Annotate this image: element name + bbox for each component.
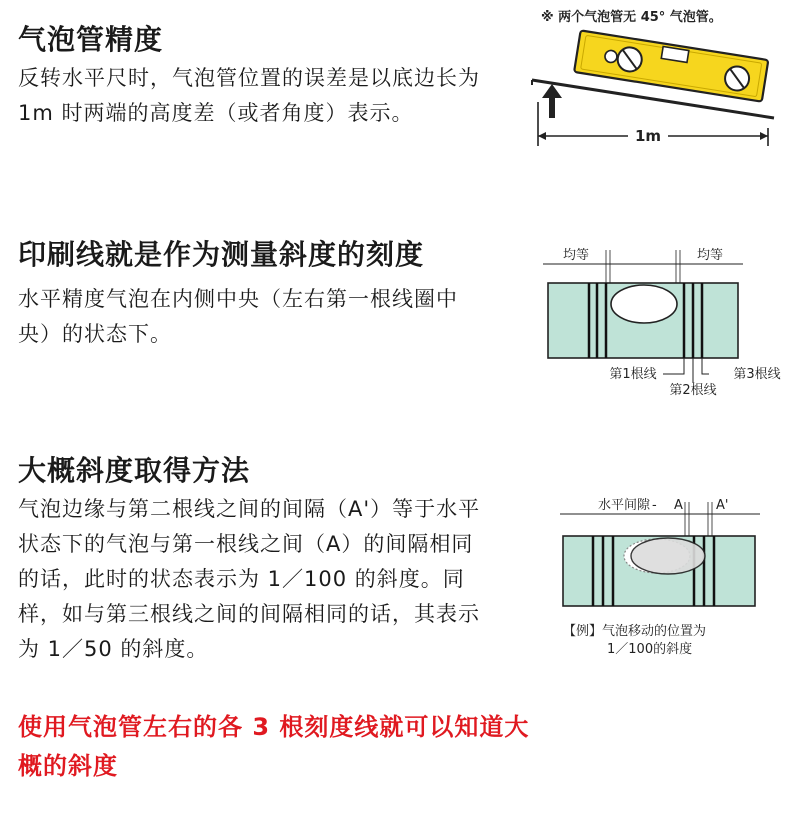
level-tilt-diagram (530, 28, 780, 150)
label-line-2: 第2根线 (669, 383, 717, 398)
label-horizontal-gap: 水平间隙 (598, 498, 651, 513)
section-text-bubble-accuracy: 反转水平尺时，气泡管位置的误差是以底边长为 1m 时两端的高度差（或者角度）表示。 (18, 66, 480, 125)
section-title-approx-slope: 大概斜度取得方法 (18, 454, 251, 487)
section-text-printed-lines: 水平精度气泡在内侧中央（左右第一根线圈中央）的状态下。 (18, 287, 458, 346)
label-line-1: 第1根线 (609, 367, 657, 382)
label-a-prime: A' (716, 498, 729, 513)
bubble (611, 285, 677, 323)
vial-lines-diagram (543, 240, 788, 398)
section-title-printed-lines: 印刷线就是作为测量斜度的刻度 (18, 238, 425, 271)
section-title-bubble-accuracy: 气泡管精度 (18, 23, 164, 56)
section-text-approx-slope: 气泡边缘与第二根线之间的间隔（A'）等于水平状态下的气泡与第一根线之间（A）的间隔相同的话，此时的状态表示为 1／100 的斜度。同样，如与第三根线之间的间隔相同的话，其表示为 1／50 的斜度。 (18, 497, 481, 661)
svg-text:-: - (652, 498, 657, 513)
note-no-45-degree: ※ 两个气泡管无 45° 气泡管。 (541, 10, 722, 25)
screw-small-icon (604, 50, 618, 64)
label-equal-right: 均等 (696, 248, 724, 263)
bubble-moved (631, 538, 705, 574)
caption-example-line2: 1／100的斜度 (607, 642, 693, 657)
label-a: A (674, 498, 683, 513)
dimension-1m-label: 1m (634, 127, 662, 145)
label-line-3: 第3根线 (733, 367, 781, 382)
footer-highlight-text: 使用气泡管左右的各 3 根刻度线就可以知道大概的斜度 (18, 713, 530, 780)
slope-example-diagram (560, 488, 780, 608)
label-equal-left: 均等 (562, 248, 590, 263)
caption-example-line1: 【例】气泡移动的位置为 (563, 624, 707, 639)
